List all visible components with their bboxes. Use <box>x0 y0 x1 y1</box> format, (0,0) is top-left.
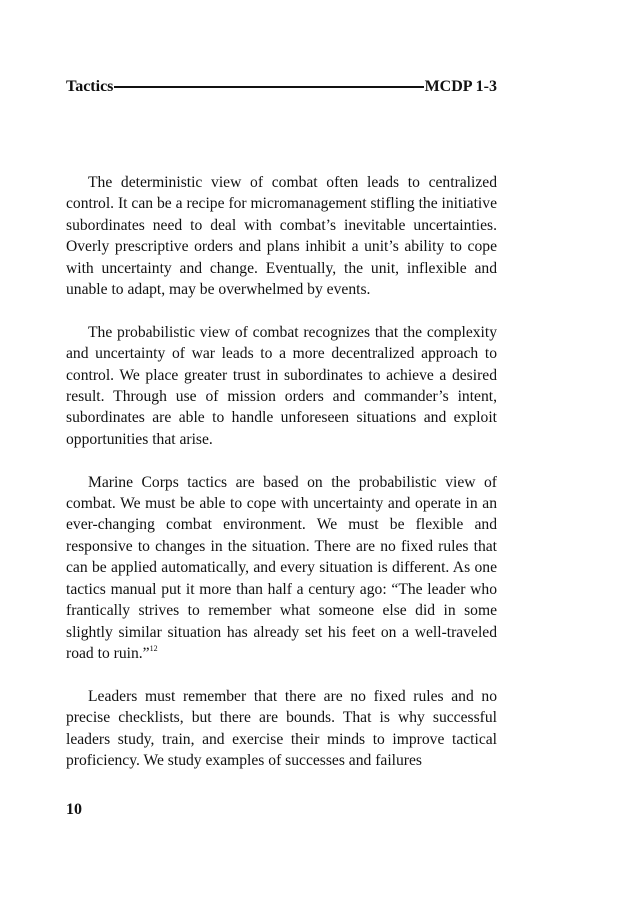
footnote-reference[interactable]: 12 <box>149 643 158 653</box>
paragraph-text: The probabilistic view of combat recognizes that the complexity and uncertainty of war leads to a more decentralized approach to control. We place greater trust in subordinates to achieve a desired result. Through use of mission orders and commander’s intent, subordinates are able to handle unforeseen situations and exploit opportunities that arise. <box>66 323 497 448</box>
paragraph-text: Leaders must remember that there are no fixed rules and no precise checklists, but there are bounds. That is why successful leaders study, train, and exercise their minds to improve tactical proficiency. We study examples of successes and failures <box>66 687 497 769</box>
header-document-id: MCDP 1-3 <box>424 78 497 95</box>
page-number: 10 <box>66 801 82 818</box>
header-rule <box>114 86 423 88</box>
paragraph-text: The deterministic view of combat often leads to centralized control. It can be a recipe for micromanagement stifling the initiative subordinates need to deal with combat’s inevitable uncertainties. Overly prescriptive orders and plans inhibit a unit’s ability to cope with uncertainty and change. Eventually, the unit, inflexible and unable to adapt, may be overwhelmed by events. <box>66 174 497 299</box>
page-body <box>66 172 497 793</box>
paragraph-probabilistic-view <box>66 322 497 450</box>
paragraph-marine-corps-tactics <box>66 472 497 665</box>
paragraph-leaders-must-remember <box>66 686 497 772</box>
paragraph-text: Marine Corps tactics are based on the probabilistic view of combat. We must be able to cope with uncertainty and operate in an ever-changing combat environment. We must be flexible and responsive to changes in the situation. There are no fixed rules that can be applied automatically, and every situation is different. As one tactics manual put it more than half a century ago: “The leader who frantically strives to remember what someone else did in some slightly similar situation has already set his feet on a well-traveled road to ruin.” <box>66 473 497 662</box>
header-section-title: Tactics <box>66 78 114 95</box>
running-header <box>66 77 497 97</box>
paragraph-deterministic-view <box>66 172 497 300</box>
